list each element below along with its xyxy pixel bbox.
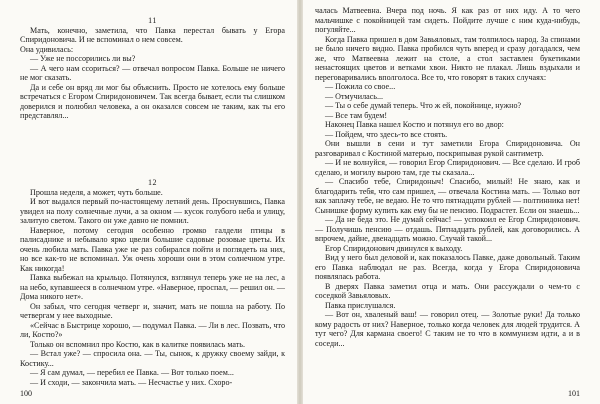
paragraph: Павка прислушался. bbox=[325, 300, 396, 310]
paragraph: Наконец Павка нашел Костю и потянул его во двор: bbox=[325, 120, 504, 129]
paragraph: Они вышли в сени и тут заметили Егора Спиридоновича. Он разговаривал с Костиной матерью, поскрипывая рукой сантиметр. bbox=[315, 139, 580, 158]
paragraph: — И не волнуйся, — говорил Егор Спиридонович. — Все сделаю. И гроб сделаю, и могилу вырою там, где ты сказала... bbox=[315, 158, 580, 177]
right-page-text bbox=[315, 6, 580, 348]
paragraph: — Пойдем, что здесь-то все стоять. bbox=[325, 129, 448, 139]
chapter-12-section bbox=[20, 178, 285, 387]
right-page bbox=[303, 0, 600, 404]
paragraph: Егор Спиридонович двинулся к выходу. bbox=[325, 243, 463, 253]
paragraph: Прошла неделя, а может, чуть больше. bbox=[30, 187, 163, 197]
paragraph: — Уже не поссорились ли вы? bbox=[30, 54, 136, 63]
paragraph: Наверное, потому сегодня особенно громко галдели птицы в палисаднике и небывало ярко цвели большие садовые розовые цветы. Их очень любила мать. Павка уже не раз собирался пойти и поглядеть на них, но все как-то не вспоминал. Уж очень хороши они в этом солнечном утре. Как никогда! bbox=[20, 225, 285, 273]
paragraph: И вот выдался первый по-настоящему летний день. Проснувшись, Павка увидел на полу солнечные лучи, а за окном — кусок голубого неба и улицу, залитую светом. Такого он уже давно не помнил. bbox=[20, 197, 285, 225]
paragraph: — Отмучилась... bbox=[325, 91, 384, 101]
paragraph: — Пожила со свое... bbox=[325, 82, 396, 91]
page-number: 101 bbox=[568, 389, 580, 398]
paragraph: — И сходи, — закончила мать. — Несчастье у них. Схоро- bbox=[30, 377, 233, 387]
paragraph: — Спасибо тебе, Спиридоныч! Спасибо, милый! Не знаю, как и благодарить тебя, что сам пришел, — отвечала Костина мать. — Только вот как заплачу тебе, не ведаю. Не то что пятнадцати рублей — полтинника нет! Сынишке форму купить как ему бы не пенсию. Подрастет. Если он знаешь... bbox=[315, 177, 580, 215]
chapter-number: 11 bbox=[148, 16, 157, 25]
paragraph: Когда Павка пришел в дом Завьяловых, там толпилось народ. За спинами не было ничего видно. Павка пробился чуть вперед и сразу догадался, чем же, что Матвеевна лежит на столе, а стол заставлен букетиками ненастоящих цветов и ветками хвои. Никто не плакал. Лишь вздыхали и переговаривались вполголоса. Все то, что говорят в таких случаях: bbox=[315, 34, 580, 82]
paragraph: — Встал уже? — спросила она. — Ты, сынок, к дружку своему зайди, к Костику... bbox=[20, 349, 285, 368]
paragraph: Да и себе он вряд ли мог бы объяснить. Просто не хотелось ему больше встречаться с Егором Спиридоновичем. Так всегда бывает, если ты слишком доверился и полюбил человека, а он оказался совсем не таким, как ты его представлял... bbox=[20, 82, 285, 120]
paragraph: — Ты о себе думай теперь. Что ж ей, покойнице, нужно? bbox=[325, 101, 522, 110]
paragraph: — А чего нам ссориться? — отвечал вопросом Павка. Больше не ничего не мог сказать. bbox=[20, 63, 285, 82]
paragraph: Только он вспомнил про Костю, как в калитке появилась мать. bbox=[30, 339, 246, 349]
paragraph: — Да не беда это. Не думай сейчас! — успокоил ее Егор Спиридонович. — Получишь пенсию — отдашь. Пятнадцать рублей, как договорились. А впрочем, дайне, двенадцать можно. Случай такой... bbox=[315, 215, 580, 243]
chapter-11-section bbox=[20, 16, 285, 121]
paragraph: — Все там будем! bbox=[325, 110, 388, 120]
chapter-number: 12 bbox=[148, 178, 157, 187]
paragraph: «Сейчас в Быстрице хорошо, — подумал Павка. — Ли в лес. Позвать, что ли, Костю?» bbox=[20, 320, 285, 339]
paragraph: — Я сам думал, — перебил ее Павка. — Вот только поем... bbox=[30, 368, 234, 377]
paragraph: Она удивилась: bbox=[20, 44, 74, 54]
page-number: 100 bbox=[20, 389, 32, 398]
paragraph: В дверях Павка заметил отца и мать. Они рассуждали о чем-то с соседкой Завьяловых. bbox=[315, 281, 580, 300]
paragraph: Павка выбежал на крыльцо. Потянулся, взглянул теперь уже не на лес, а на небо, купавшееся в солнечном утре. «Наверное, проспал, — решил он. — Дома никого нет». bbox=[20, 273, 285, 301]
paragraph: чалась Матвеевна. Вчера под ночь. Я как раз от них иду. А то чего мальчишке с покойницей там сидеть. Пойдите лучше с ним куда-нибудь, погуляйте... bbox=[315, 6, 580, 34]
paragraph: Вид у него был деловой и, как показалось Павке, даже довольный. Таким его Павка наблюдал не раз. Всегда, когда у Егора Спиридоновича появлялась работа. bbox=[315, 253, 580, 281]
paragraph: — Вот он, хваленый ваш! — говорил отец. — Золотые руки! Да только кому радость от них? Наверное, только когда человек для людей трудится. А тут чего? Для кармана своего! С таким не то что в коммунизм идти, а и в соседи... bbox=[315, 310, 580, 348]
paragraph: Мать, конечно, заметила, что Павка перестал бывать у Егора Спиридоновича. И не вспоминал о нем совсем. bbox=[20, 25, 285, 44]
left-page bbox=[0, 0, 297, 404]
paragraph: Он забыл, что сегодня четверг и, значит, мать не пошла на работу. По четвергам у нее выходные. bbox=[20, 301, 285, 320]
